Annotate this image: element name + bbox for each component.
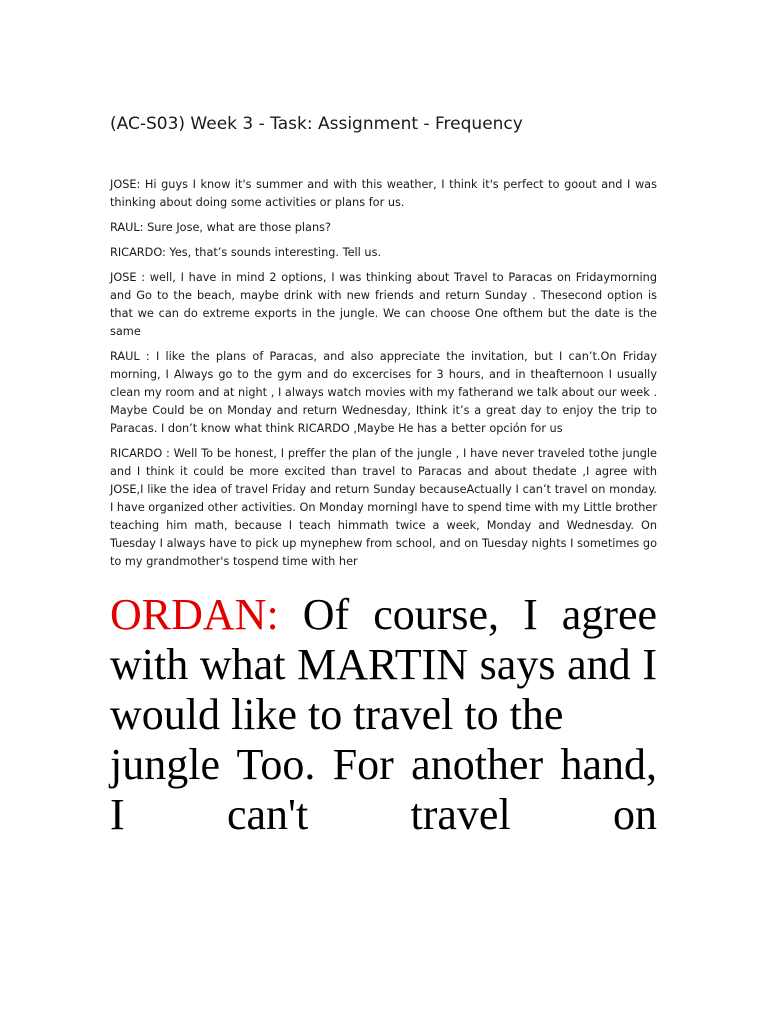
large-paragraph-1-text: Of course, I agree with what MARTIN says and I would like to travel to the (110, 590, 657, 739)
large-paragraph-1 (110, 590, 657, 740)
paragraph-raul-response: RAUL : I like the plans of Paracas, and also appreciate the invitation, but I can’t.On Friday morning, I Always go to the gym and do excercises for 3 hours, and in theafternoon I usually clean my room and at night , I always watch movies with my fatherand we talk about our week . Maybe Could be on Monday and return Wednesday, Ithink it’s a great day to enjoy the trip to Paracas. I don’t know what think RICARDO ,Maybe He has a better opción for us (110, 350, 657, 435)
speaker-label: ORDAN: (110, 590, 279, 639)
large-paragraph-2: jungle Too. For another hand, I can't travel on (110, 740, 657, 839)
large-text-section (110, 590, 657, 840)
dialogue-section (110, 176, 657, 578)
paragraph-raul-question: RAUL: Sure Jose, what are those plans? (110, 221, 332, 234)
paragraph-ricardo-reply: RICARDO: Yes, that’s sounds interesting. Tell us. (110, 246, 382, 259)
document-title: (AC-S03) Week 3 - Task: Assignment - Frequency (110, 114, 523, 134)
paragraph-ricardo-response: RICARDO : Well To be honest, I preffer the plan of the jungle , I have never traveled tothe jungle and I think it could be more excited than travel to Paracas and about thedate ,I agree with JOSE,I like the idea of travel Friday and return Sunday becauseActually I can’t travel on monday. I have organized other activities. On Monday morningI have to spend time with my Little brother teaching him math, because I teach himmath twice a week, Monday and Wednesday. On Tuesday I always have to pick up mynephew from school, and on Tuesday nights I sometimes go to my grandmother's tospend time with her (110, 447, 657, 568)
paragraph-jose-options: JOSE : well, I have in mind 2 options, I was thinking about Travel to Paracas on Fridaymorning and Go to the beach, maybe drink with new friends and return Sunday . Thesecond option is that we can do extreme exports in the jungle. We can choose One ofthem but the date is the same (110, 271, 657, 338)
paragraph-jose-intro: JOSE: Hi guys I know it's summer and with this weather, I think it's perfect to goout and I was thinking about doing some activities or plans for us. (110, 178, 657, 209)
